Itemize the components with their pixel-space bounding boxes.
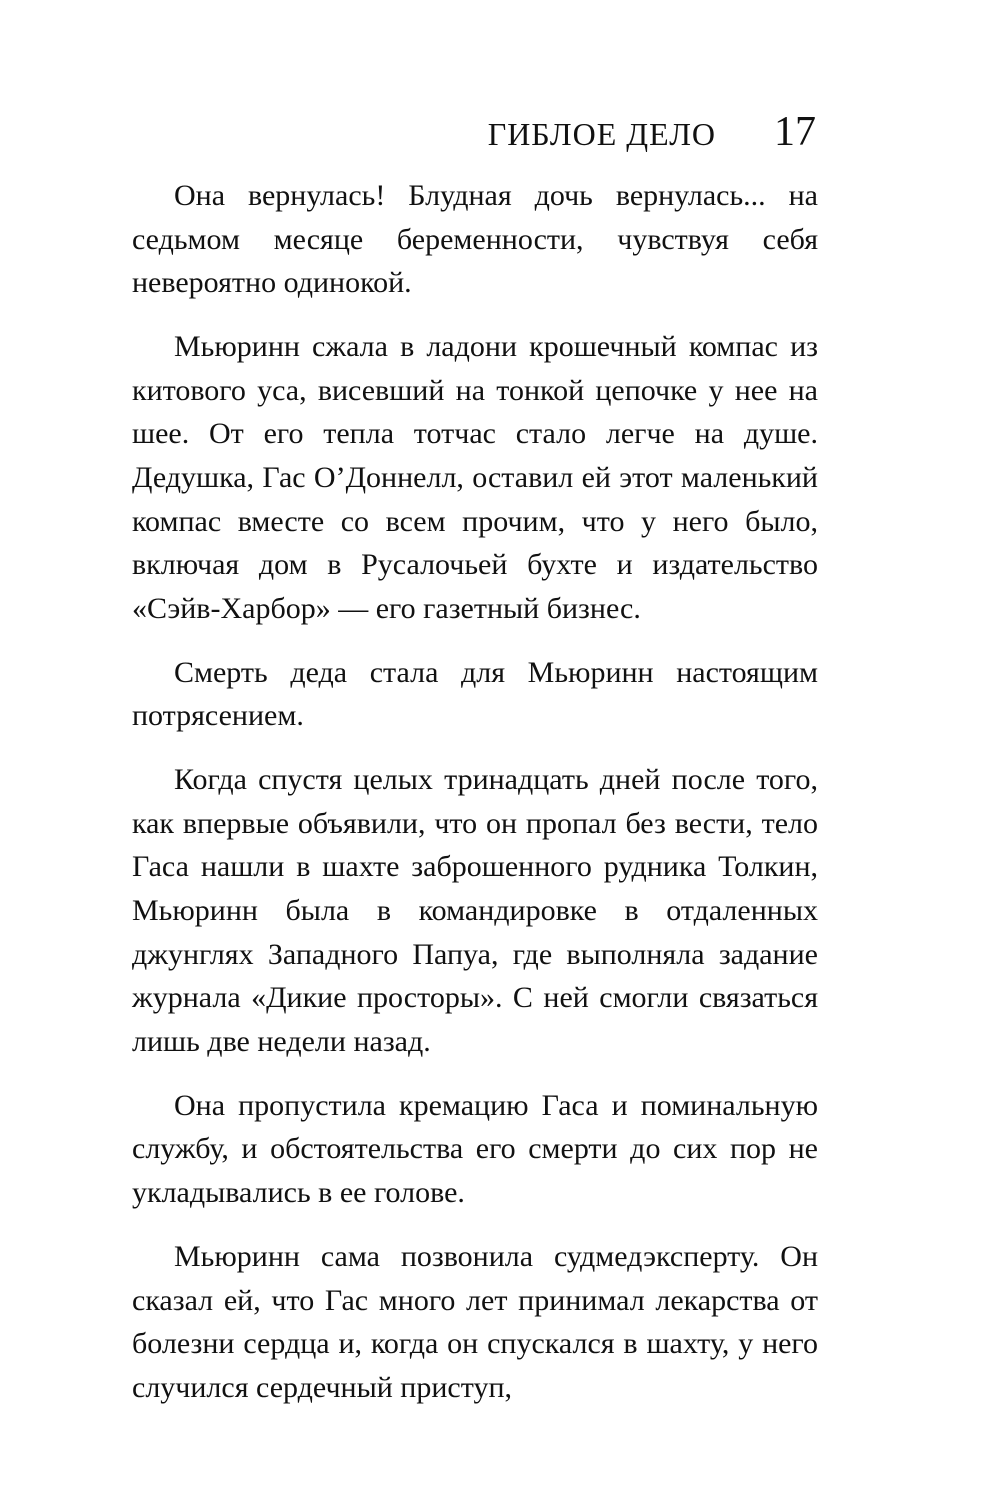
paragraph-3: Смерть деда стала для Мьюринн настоящим потрясением. [132, 655, 818, 733]
body-text [132, 174, 818, 1430]
paragraph-5: Она пропустила кремацию Гаса и поминальную службу, и обстоятельства его смерти до сих пор не укладывались в ее голове. [132, 1088, 818, 1210]
paragraph-2: Мьюринн сжала в ладони крошечный компас из китового уса, висевший на тонкой цепочке у нее на шее. От его тепла тотчас стало легче на душе. Дедушка, Гас О’Доннелл, оставил ей этот маленький компас вместе со всем прочим, что у него было, включая дом в Русалочьей бухте и издательство «Сэйв-Харбор» — его газетный бизнес. [132, 330, 818, 625]
paragraph-6: Мьюринн сама позвонила судмедэксперту. Он сказал ей, что Гас много лет принимал лекарства от болезни сердца и, когда он спускался в шахту, у него случился сердечный приступ, [132, 1240, 818, 1404]
running-title: ГИБЛОЕ ДЕЛО [487, 116, 716, 152]
page-number: 17 [774, 109, 816, 155]
paragraph-4: Когда спустя целых тринадцать дней после того, как впервые объявили, что он пропал без вести, тело Гаса нашли в шахте заброшенного рудника Толкин, Мьюринн была в командировке в отдаленных джунглях Западного Папуа, где выполняла задание журнала «Дикие просторы». С ней смогли связаться лишь две недели назад. [132, 763, 818, 1058]
paragraph-1: Она вернулась! Блудная дочь вернулась... на седьмом месяце беременности, чувствуя себя невероятно одинокой. [132, 179, 818, 300]
running-head [488, 108, 816, 158]
